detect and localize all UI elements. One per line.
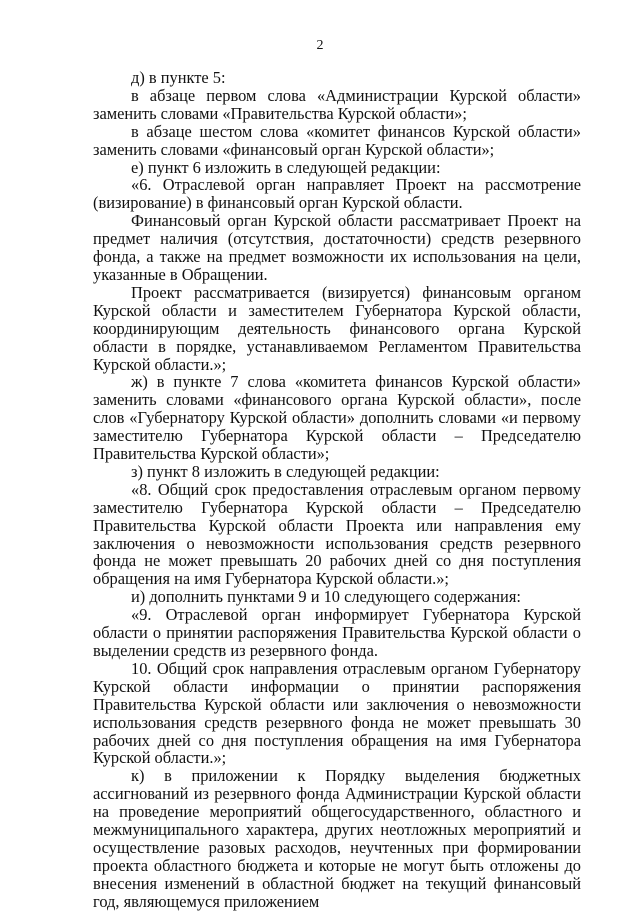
paragraph: в абзаце шестом слова «комитет финансов Курской области» заменить словами «финансовый орган Курской области»;	[93, 121, 581, 159]
paragraph: 10. Общий срок направления отраслевым органом Губернатору Курской области информации о принятии распоряжения Правительства Курской области или заключения о невозможности использования средств резервного фонда не может превышать 30 рабочих дней со дня поступления обращения на имя Губернатора Курской области.»;	[93, 658, 581, 768]
document-body	[93, 69, 581, 911]
paragraph: «9. Отраслевой орган информирует Губернатора Курской области о принятии распоряжения Правительства Курской области о выделении средств из резервного фонда.	[93, 605, 581, 660]
page-number: 2	[316, 38, 324, 53]
paragraph: Проект рассматривается (визируется) финансовым органом Курской области и заместителем Губернатора Курской области, координирующим деятельность финансового органа Курской области в порядке, устанавливаемом Регламентом Правительства Курской области.»;	[93, 282, 581, 374]
paragraph: ж) в пункте 7 слова «комитета финансов Курской области» заменить словами «финансового органа Курской области», после слов «Губернатору Курской области» дополнить словами «и первому заместителю Губернатора Курской области – Председателю Правительства Курской области»;	[93, 372, 581, 464]
paragraph: з) пункт 8 изложить в следующей редакции:	[131, 461, 440, 481]
paragraph: «6. Отраслевой орган направляет Проект на рассмотрение (визирование) в финансовый орган Курской области.	[93, 175, 581, 213]
paragraph: и) дополнить пунктами 9 и 10 следующего содержания:	[131, 587, 521, 607]
paragraph: Финансовый орган Курской области рассматривает Проект на предмет наличия (отсутствия, достаточности) средств резервного фонда, а также на предмет возможности их использования на цели, указанные в Обращении.	[93, 211, 581, 284]
paragraph: к) в приложении к Порядку выделения бюджетных ассигнований из резервного фонда Администрации Курской области на проведение мероприятий общегосударственного, областного и межмуниципального характера, других неотложных мероприятий и осуществление разовых расходов, неучтенных при формировании проекта областного бюджета и которые не могут быть отложены до внесения изменений в областной бюджет на текущий финансовый год, являющемуся приложением	[93, 766, 581, 911]
paragraph: е) пункт 6 изложить в следующей редакции:	[131, 157, 441, 177]
paragraph: в абзаце первом слова «Администрации Курской области» заменить словами «Правительства Курской области»;	[93, 85, 581, 123]
paragraph: д) в пункте 5:	[131, 68, 226, 87]
paragraph: «8. Общий срок предоставления отраслевым органом первому заместителю Губернатора Курской области – Председателю Правительства Курской области Проекта или направления ему заключения о невозможности использования средств резервного фонда не может превышать 20 рабочих дней со дня поступления обращения на имя Губернатора Курской области.»;	[93, 479, 581, 589]
